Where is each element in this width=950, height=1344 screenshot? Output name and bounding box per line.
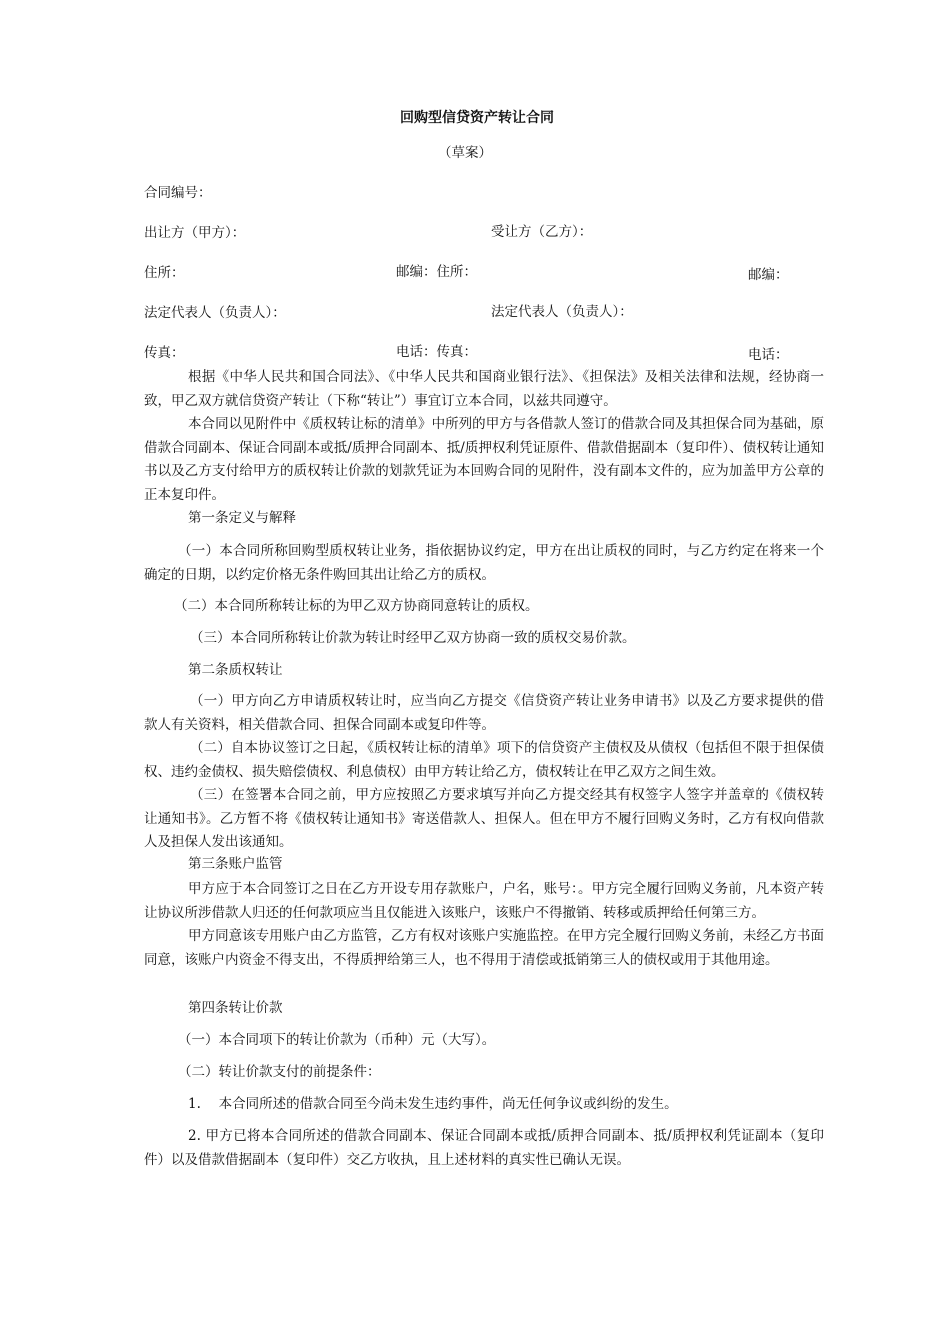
article-4-condition-1: 1. 本合同所述的借款合同至今尚未发生违约事件，尚无任何争议或纠纷的发生。: [188, 1096, 678, 1112]
document-title: 回购型信贷资产转让合同: [400, 110, 554, 126]
fax-a-label: 传真：: [144, 345, 185, 361]
document-subtitle: （草案）: [438, 145, 492, 161]
party-a-label: 出让方（甲方）：: [144, 225, 246, 241]
contract-number-label: 合同编号：: [144, 185, 212, 201]
article-4-condition-2: 2. 甲方已将本合同所述的借款合同副本、保证合同副本或抵/质押合同副本、抵/质押权利凭证副本（复印件）以及借款借据副本（复印件）交乙方收执，且上述材料的真实性已确认无误。: [144, 1128, 824, 1168]
article-1-heading: 第一条定义与解释: [188, 510, 296, 526]
article-4-heading: 第四条转让价款: [188, 1000, 283, 1016]
representative-a-label: 法定代表人（负责人）：: [144, 305, 286, 321]
preamble-paragraph-2: 本合同以见附件中《质权转让标的清单》中所列的甲方与各借款人签订的借款合同及其担保合同为基础，原借款合同副本、保证合同副本或抵/质押合同副本、抵/质押权利凭证原件、借款借据副本（复印件）、债权转让通知书以及乙方支付给甲方的质权转让价款的划款凭证为本回购合同的见附件，没有副本文件的，应为加盖甲方公章的正本复印件。: [144, 416, 824, 503]
preamble-paragraph-1: 根据《中华人民共和国合同法》、《中华人民共和国商业银行法》、《担保法》及相关法律和法规，经协商一致，甲乙双方就信贷资产转让（下称“转让”）事宜订立本合同，以兹共同遵守。: [144, 369, 824, 409]
representative-b-label: 法定代表人（负责人）：: [491, 304, 633, 320]
postal-b-label: 邮编：: [748, 267, 789, 283]
tel-b-label: 电话：: [748, 347, 789, 363]
article-4-clause-2: （二）转让价款支付的前提条件：: [178, 1064, 381, 1080]
article-2-clause-1: （一）甲方向乙方申请质权转让时，应当向乙方提交《信贷资产转让业务申请书》以及乙方要求提供的借款人有关资料，相关借款合同、担保合同副本或复印件等。: [144, 693, 824, 733]
article-3-clause-1: 甲方应于本合同签订之日在乙方开设专用存款账户，户名，账号：。甲方完全履行回购义务前，凡本资产转让协议所涉借款人归还的任何款项应当且仅能进入该账户，该账户不得撤销、转移或质押给任何第三方。: [144, 881, 824, 921]
party-b-label: 受让方（乙方）：: [491, 224, 593, 240]
article-1-clause-1: （一）本合同所称回购型质权转让业务，指依据协议约定，甲方在出让质权的同时，与乙方约定在将来一个确定的日期，以约定价格无条件购回其出让给乙方的质权。: [144, 543, 824, 583]
article-3-clause-2: 甲方同意该专用账户由乙方监管，乙方有权对该账户实施监控。在甲方完全履行回购义务前，未经乙方书面同意，该账户内资金不得支出，不得质押给第三人，也不得用于清偿或抵销第三人的债权或用于其他用途。: [144, 928, 824, 968]
article-3-heading: 第三条账户监管: [188, 856, 283, 872]
postal-address-label: 邮编：住所：: [396, 264, 477, 280]
article-1-clause-2: （二）本合同所称转让标的为甲乙双方协商同意转让的质权。: [174, 598, 539, 614]
tel-fax-label: 电话：传真：: [396, 344, 477, 360]
article-1-clause-3: （三）本合同所称转让价款为转让时经甲乙双方协商一致的质权交易价款。: [190, 630, 636, 646]
article-4-clause-1: （一）本合同项下的转让价款为（币种）元（大写）。: [178, 1032, 496, 1048]
article-2-clause-3: （三）在签署本合同之前，甲方应按照乙方要求填写并向乙方提交经其有权签字人签字并盖章的《债权转让通知书》。乙方暂不将《债权转让通知书》寄送借款人、担保人。但在甲方不履行回购义务时，乙方有权向借款人及担保人发出该通知。: [144, 787, 824, 850]
article-2-heading: 第二条质权转让: [188, 662, 283, 678]
address-a-label: 住所：: [144, 265, 185, 281]
article-2-clause-2: （二）自本协议签订之日起，《质权转让标的清单》项下的信贷资产主债权及从债权（包括但不限于担保债权、违约金债权、损失赔偿债权、利息债权）由甲方转让给乙方，债权转让在甲乙双方之间生效。: [144, 740, 824, 780]
